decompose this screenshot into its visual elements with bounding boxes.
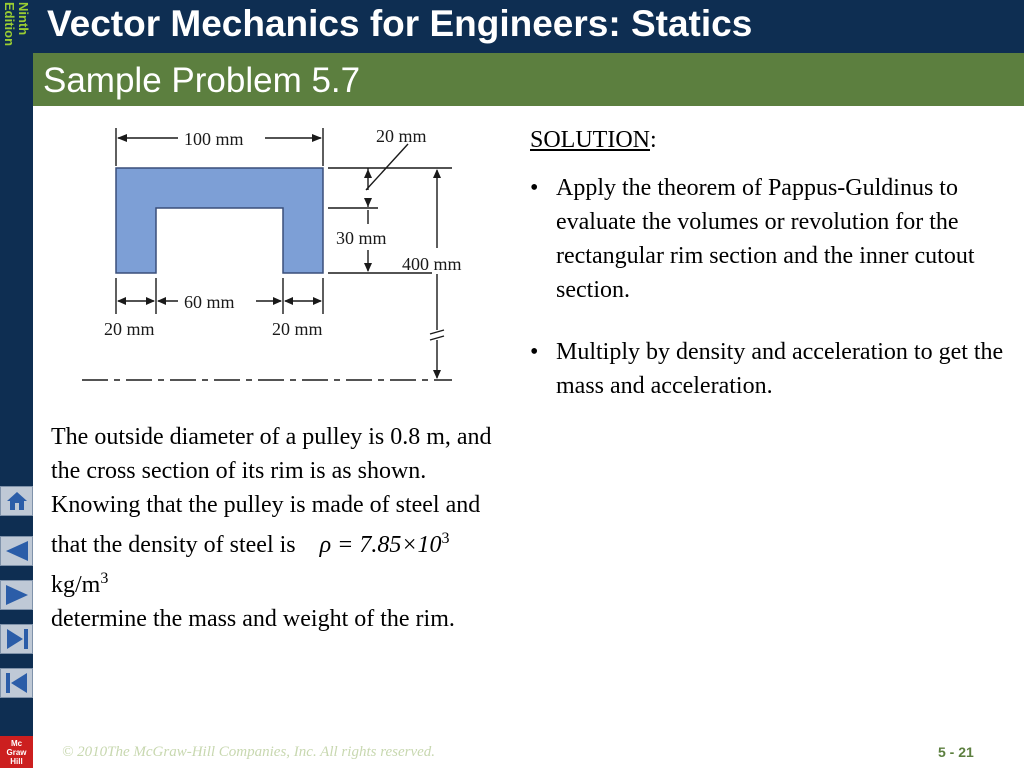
label-top-thickness: 20 mm — [376, 126, 427, 146]
home-button[interactable] — [0, 486, 33, 516]
copyright-notice: © 2010The McGraw-Hill Companies, Inc. All rights reserved. — [62, 744, 436, 760]
label-inner-width: 60 mm — [184, 292, 235, 312]
problem-text: The outside diameter of a pulley is 0.8 m, and the cross section of its rim is as shown. Knowing that the pulley is made of steel and that the density of steel is — [51, 424, 492, 558]
skip-back-icon — [4, 672, 30, 694]
home-icon — [5, 490, 29, 512]
label-depth: 30 mm — [336, 228, 387, 248]
rim-section-shape — [116, 168, 323, 273]
previous-button[interactable] — [0, 536, 33, 566]
page-number: 5 - 21 — [938, 744, 974, 760]
label-right-wall: 20 mm — [272, 319, 323, 339]
last-slide-button[interactable] — [0, 624, 33, 654]
page-title: Vector Mechanics for Engineers: Statics — [47, 3, 753, 44]
subtitle-bar — [33, 53, 1024, 106]
label-outer-radius: 400 mm — [402, 254, 462, 274]
label-left-wall: 20 mm — [104, 319, 155, 339]
solution-bullet: • Multiply by density and acceleration to get the mass and acceleration. — [530, 335, 1010, 403]
problem-text-after: determine the mass and weight of the rim. — [51, 606, 455, 632]
first-slide-button[interactable] — [0, 668, 33, 698]
edition-text: Ninth Edition — [2, 2, 31, 47]
solution-heading: SOLUTION: — [530, 127, 657, 153]
edition-label — [0, 0, 33, 62]
title-bar — [33, 0, 1024, 53]
solution-section — [530, 123, 1010, 403]
solution-bullet: • Apply the theorem of Pappus-Guldinus to evaluate the volumes or revolution for the rectangular rim section and the inner cutout section. — [530, 171, 1010, 307]
rim-cross-section-diagram — [60, 118, 500, 398]
skip-forward-icon — [4, 628, 30, 650]
dim-top-thickness — [328, 144, 408, 208]
arrow-right-icon — [4, 584, 30, 606]
arrow-left-icon — [4, 540, 30, 562]
mcgraw-hill-logo: Mc Graw Hill — [0, 736, 33, 768]
problem-statement — [51, 420, 501, 636]
next-button[interactable] — [0, 580, 33, 610]
bullet-dot: • — [530, 339, 539, 365]
slide-subtitle: Sample Problem 5.7 — [43, 61, 361, 100]
label-top-width: 100 mm — [184, 129, 244, 149]
bullet-dot: • — [530, 175, 539, 201]
density-formula: $\rho = 7.85\times 10^3$ $kg/m^3$ — [51, 530, 450, 598]
